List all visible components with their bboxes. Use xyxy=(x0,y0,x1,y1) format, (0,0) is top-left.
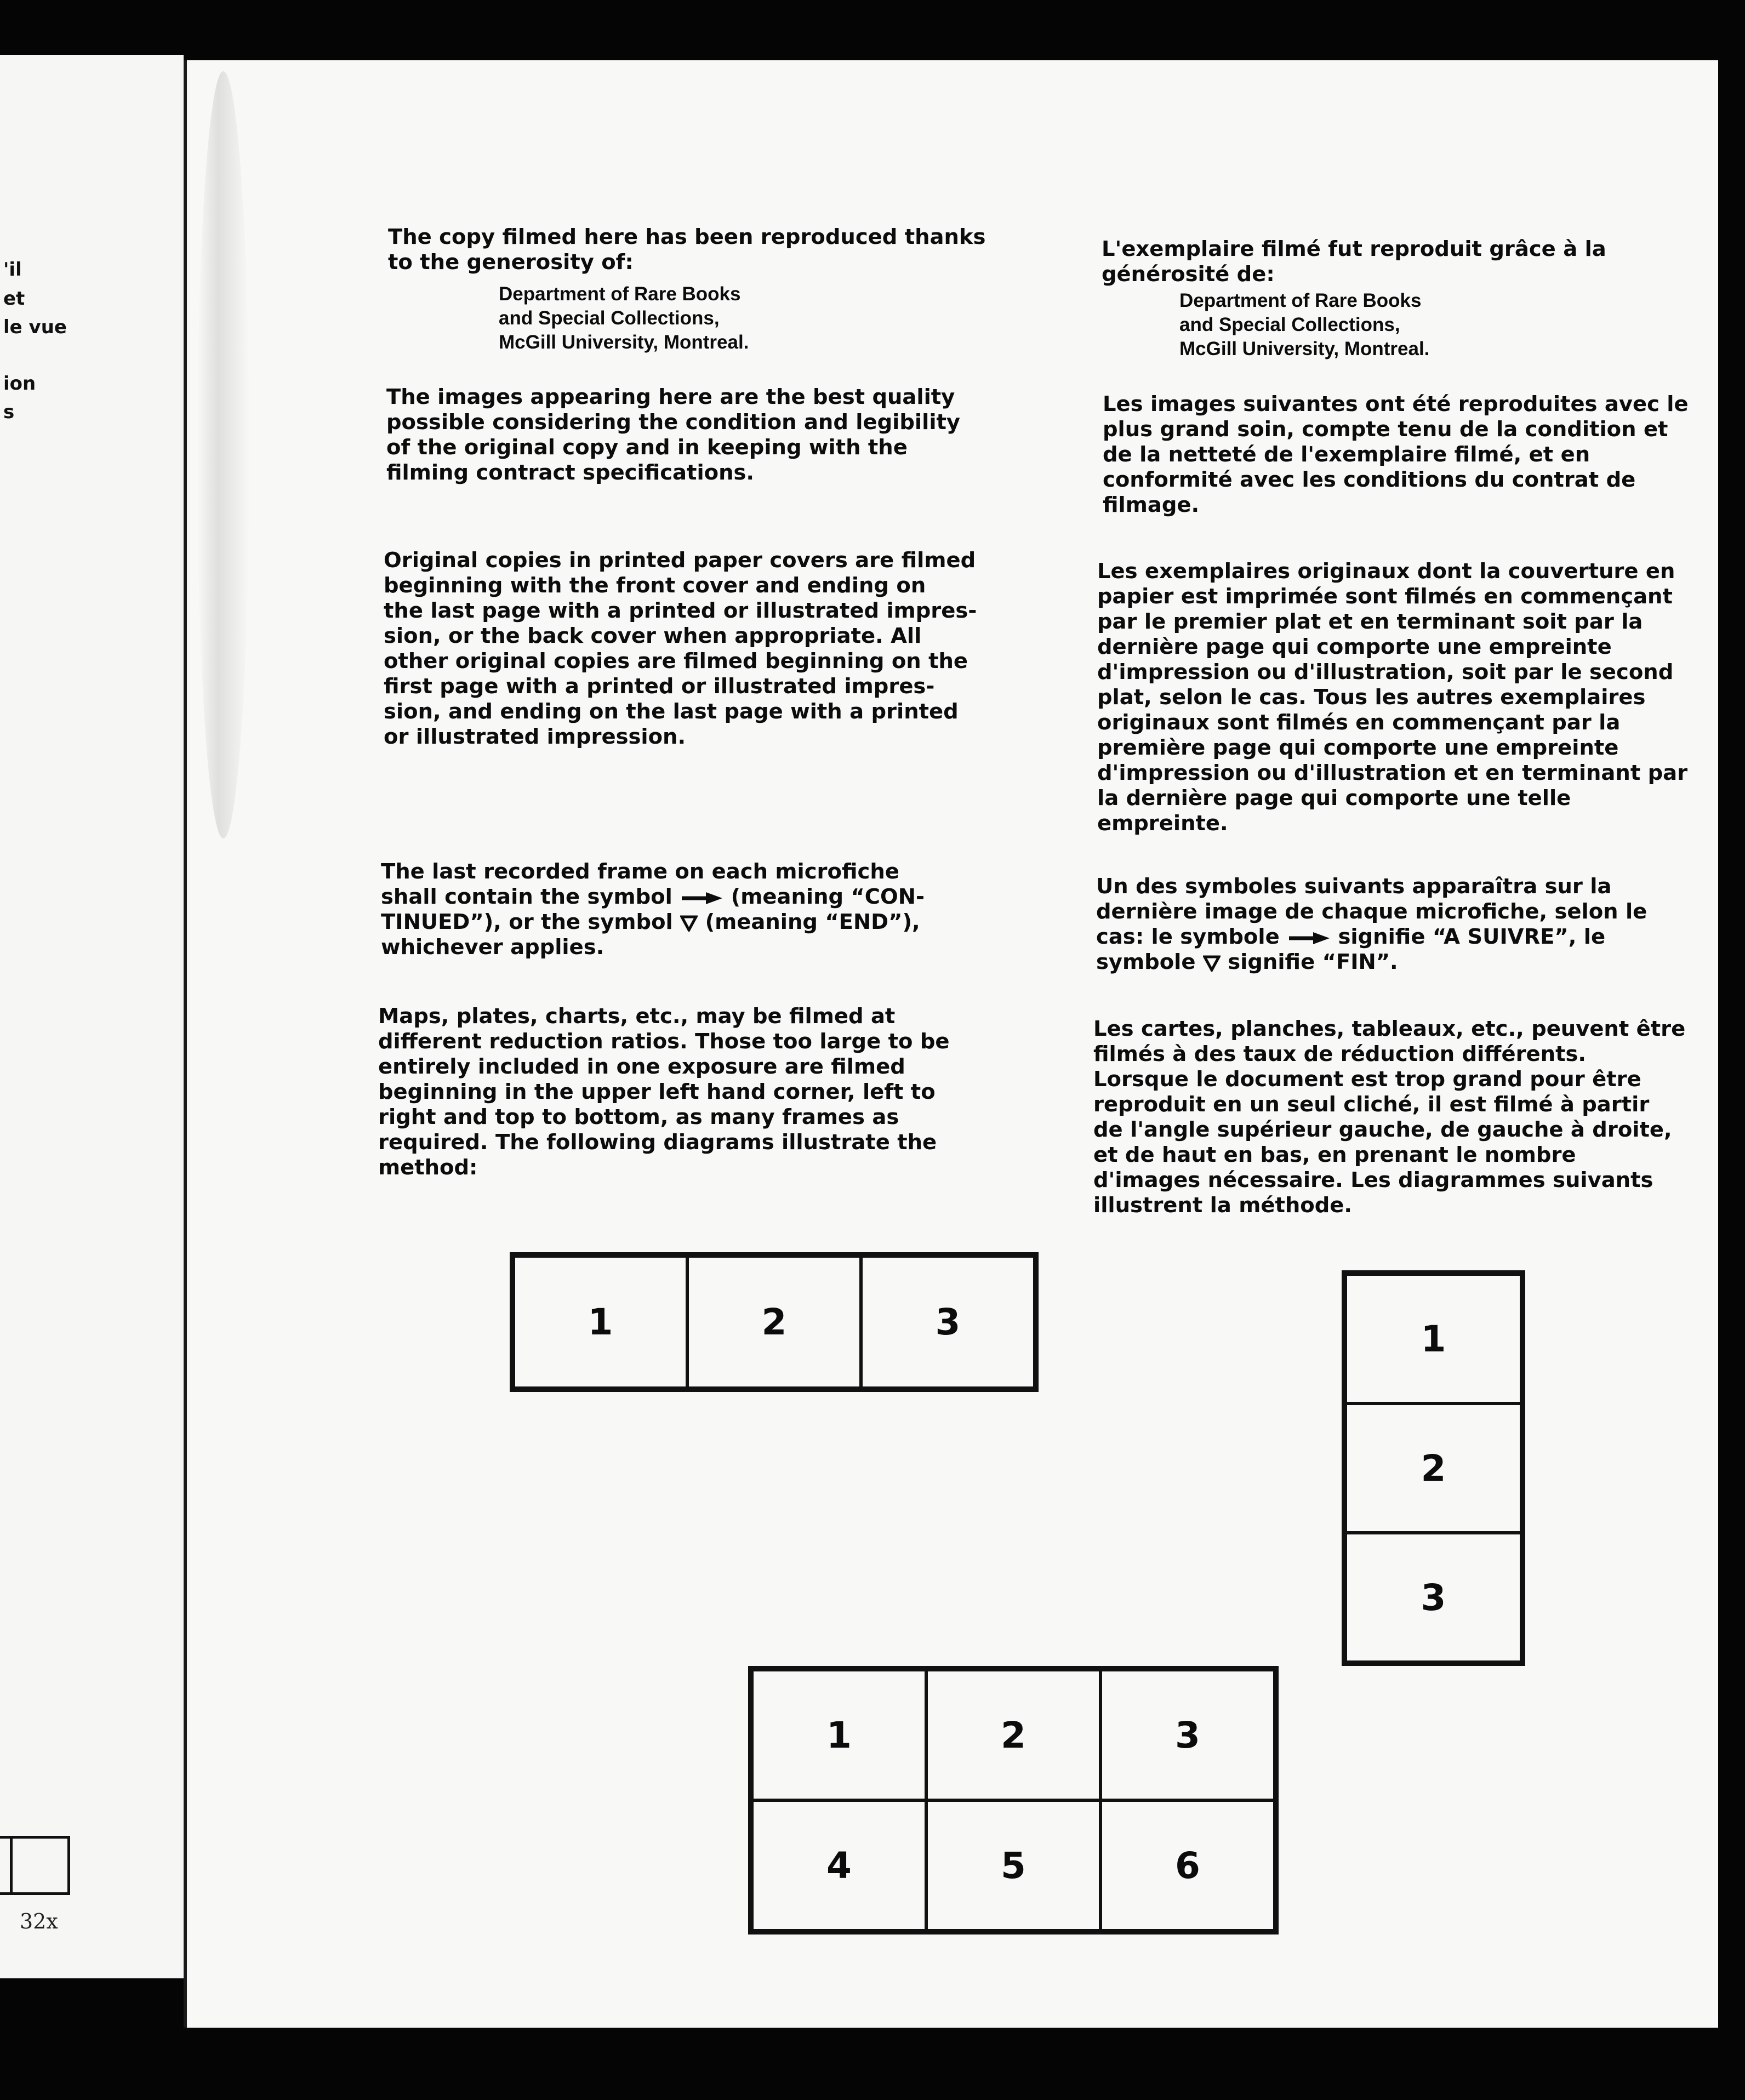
fr-covers-paragraph: Les exemplaires originaux dont la couverture en papier est imprimée sont filmés en commençant par le premier plat et en terminant soit par la dernière page qui comporte une empreinte d'impression ou d'illustration, soit par le second plat, selon le cas. Tous les autres exemplaires originaux sont filmés en commençant par la première page qui comporte une empreinte d'impression ou d'illustration et en terminant par la dernière page qui comporte une telle empreinte. xyxy=(1097,559,1688,836)
en-maps-paragraph: Maps, plates, charts, etc., may be filmed at different reduction ratios. Those too large to be entirely included in one exposure are filmed beginning in the upper left hand corner, left to right and top to bottom, as many frames as required. The following diagrams illustrate the method: xyxy=(378,1004,950,1180)
frame-cell: 3 xyxy=(1100,1670,1275,1800)
fr-symbols-paragraph: Un des symboles suivants apparaîtra sur la dernière image de chaque microfiche, selon le cas: le symbole signifie “A SUIVRE”, le symbole signifie “FIN”. xyxy=(1096,874,1647,974)
frame-cell: 5 xyxy=(926,1800,1100,1931)
left-fragment-text: le vue xyxy=(3,316,67,338)
en-thanks-intro: The copy filmed here has been reproduced thanks to the generosity of: xyxy=(388,225,986,275)
fr-quality-paragraph: Les images suivantes ont été reproduites avec le plus grand soin, compte tenu de la condition et de la netteté de l'exemplaire filmé, et en conformité avec les conditions du contrat de filmage. xyxy=(1103,392,1689,517)
left-fragment-text: ion xyxy=(3,373,36,395)
en-institution: Department of Rare Books and Special Collections, McGill University, Montreal. xyxy=(499,283,749,353)
en-covers-paragraph: Original copies in printed paper covers are filmed beginning with the front cover and ending on the last page with a printed or illustrated impres- sion, or the back cover when appropriate. All other original copies are filmed beginning on the first page with a printed or illustrated impres- sion, and ending on the last page with a printed or illustrated impression. xyxy=(384,548,977,749)
fr-institution: Department of Rare Books and Special Collections, McGill University, Montreal. xyxy=(1179,290,1430,359)
frame-cell: 2 xyxy=(926,1670,1100,1800)
frame-cell: 1 xyxy=(752,1670,926,1800)
grid-frames-diagram xyxy=(748,1666,1279,1934)
a-suivre-arrow-icon xyxy=(1287,931,1331,945)
end-triangle-icon xyxy=(680,915,698,932)
left-page-fragment xyxy=(0,55,184,1978)
fr-thanks-intro: L'exemplaire filmé fut reproduit grâce à la générosité de: xyxy=(1102,237,1606,287)
frame-cell: 6 xyxy=(1100,1800,1275,1931)
en-symbols-paragraph: The last recorded frame on each microfiche shall contain the symbol (meaning “CON- TINUED”), or the symbol (meaning “END”), whichever applies. xyxy=(381,859,925,960)
horizontal-frames-diagram xyxy=(510,1252,1039,1392)
frame-cell: 3 xyxy=(1345,1533,1521,1662)
frame-cell: 2 xyxy=(1345,1403,1521,1533)
frame-cell: 1 xyxy=(1345,1274,1521,1403)
frame-cell: 1 xyxy=(514,1256,687,1388)
gutter-shadow xyxy=(197,71,249,838)
vertical-frames-diagram xyxy=(1342,1270,1525,1666)
frame-cell: 4 xyxy=(752,1800,926,1931)
reduction-ratio-label: 32x xyxy=(20,1909,58,1933)
left-fragment-text: s xyxy=(3,401,15,423)
en-quality-paragraph: The images appearing here are the best quality possible considering the condition and legibility of the original copy and in keeping with the filming contract specifications. xyxy=(386,385,961,485)
frame-cell: 2 xyxy=(687,1256,861,1388)
frame-cell: 3 xyxy=(861,1256,1035,1388)
left-diagram-fragment xyxy=(0,1836,70,1895)
fin-triangle-icon xyxy=(1203,955,1221,972)
fr-maps-paragraph: Les cartes, planches, tableaux, etc., peuvent être filmés à des taux de réduction différents. Lorsque le document est trop grand pour être reproduit en un seul cliché, il est filmé à partir de l'angle supérieur gauche, de gauche à droite, et de haut en bas, en prenant le nombre d'images nécessaire. Les diagrammes suivants illustrent la méthode. xyxy=(1093,1017,1686,1218)
continued-arrow-icon xyxy=(680,891,723,905)
left-fragment-text: 'il xyxy=(3,259,22,281)
left-fragment-text: et xyxy=(3,288,25,310)
